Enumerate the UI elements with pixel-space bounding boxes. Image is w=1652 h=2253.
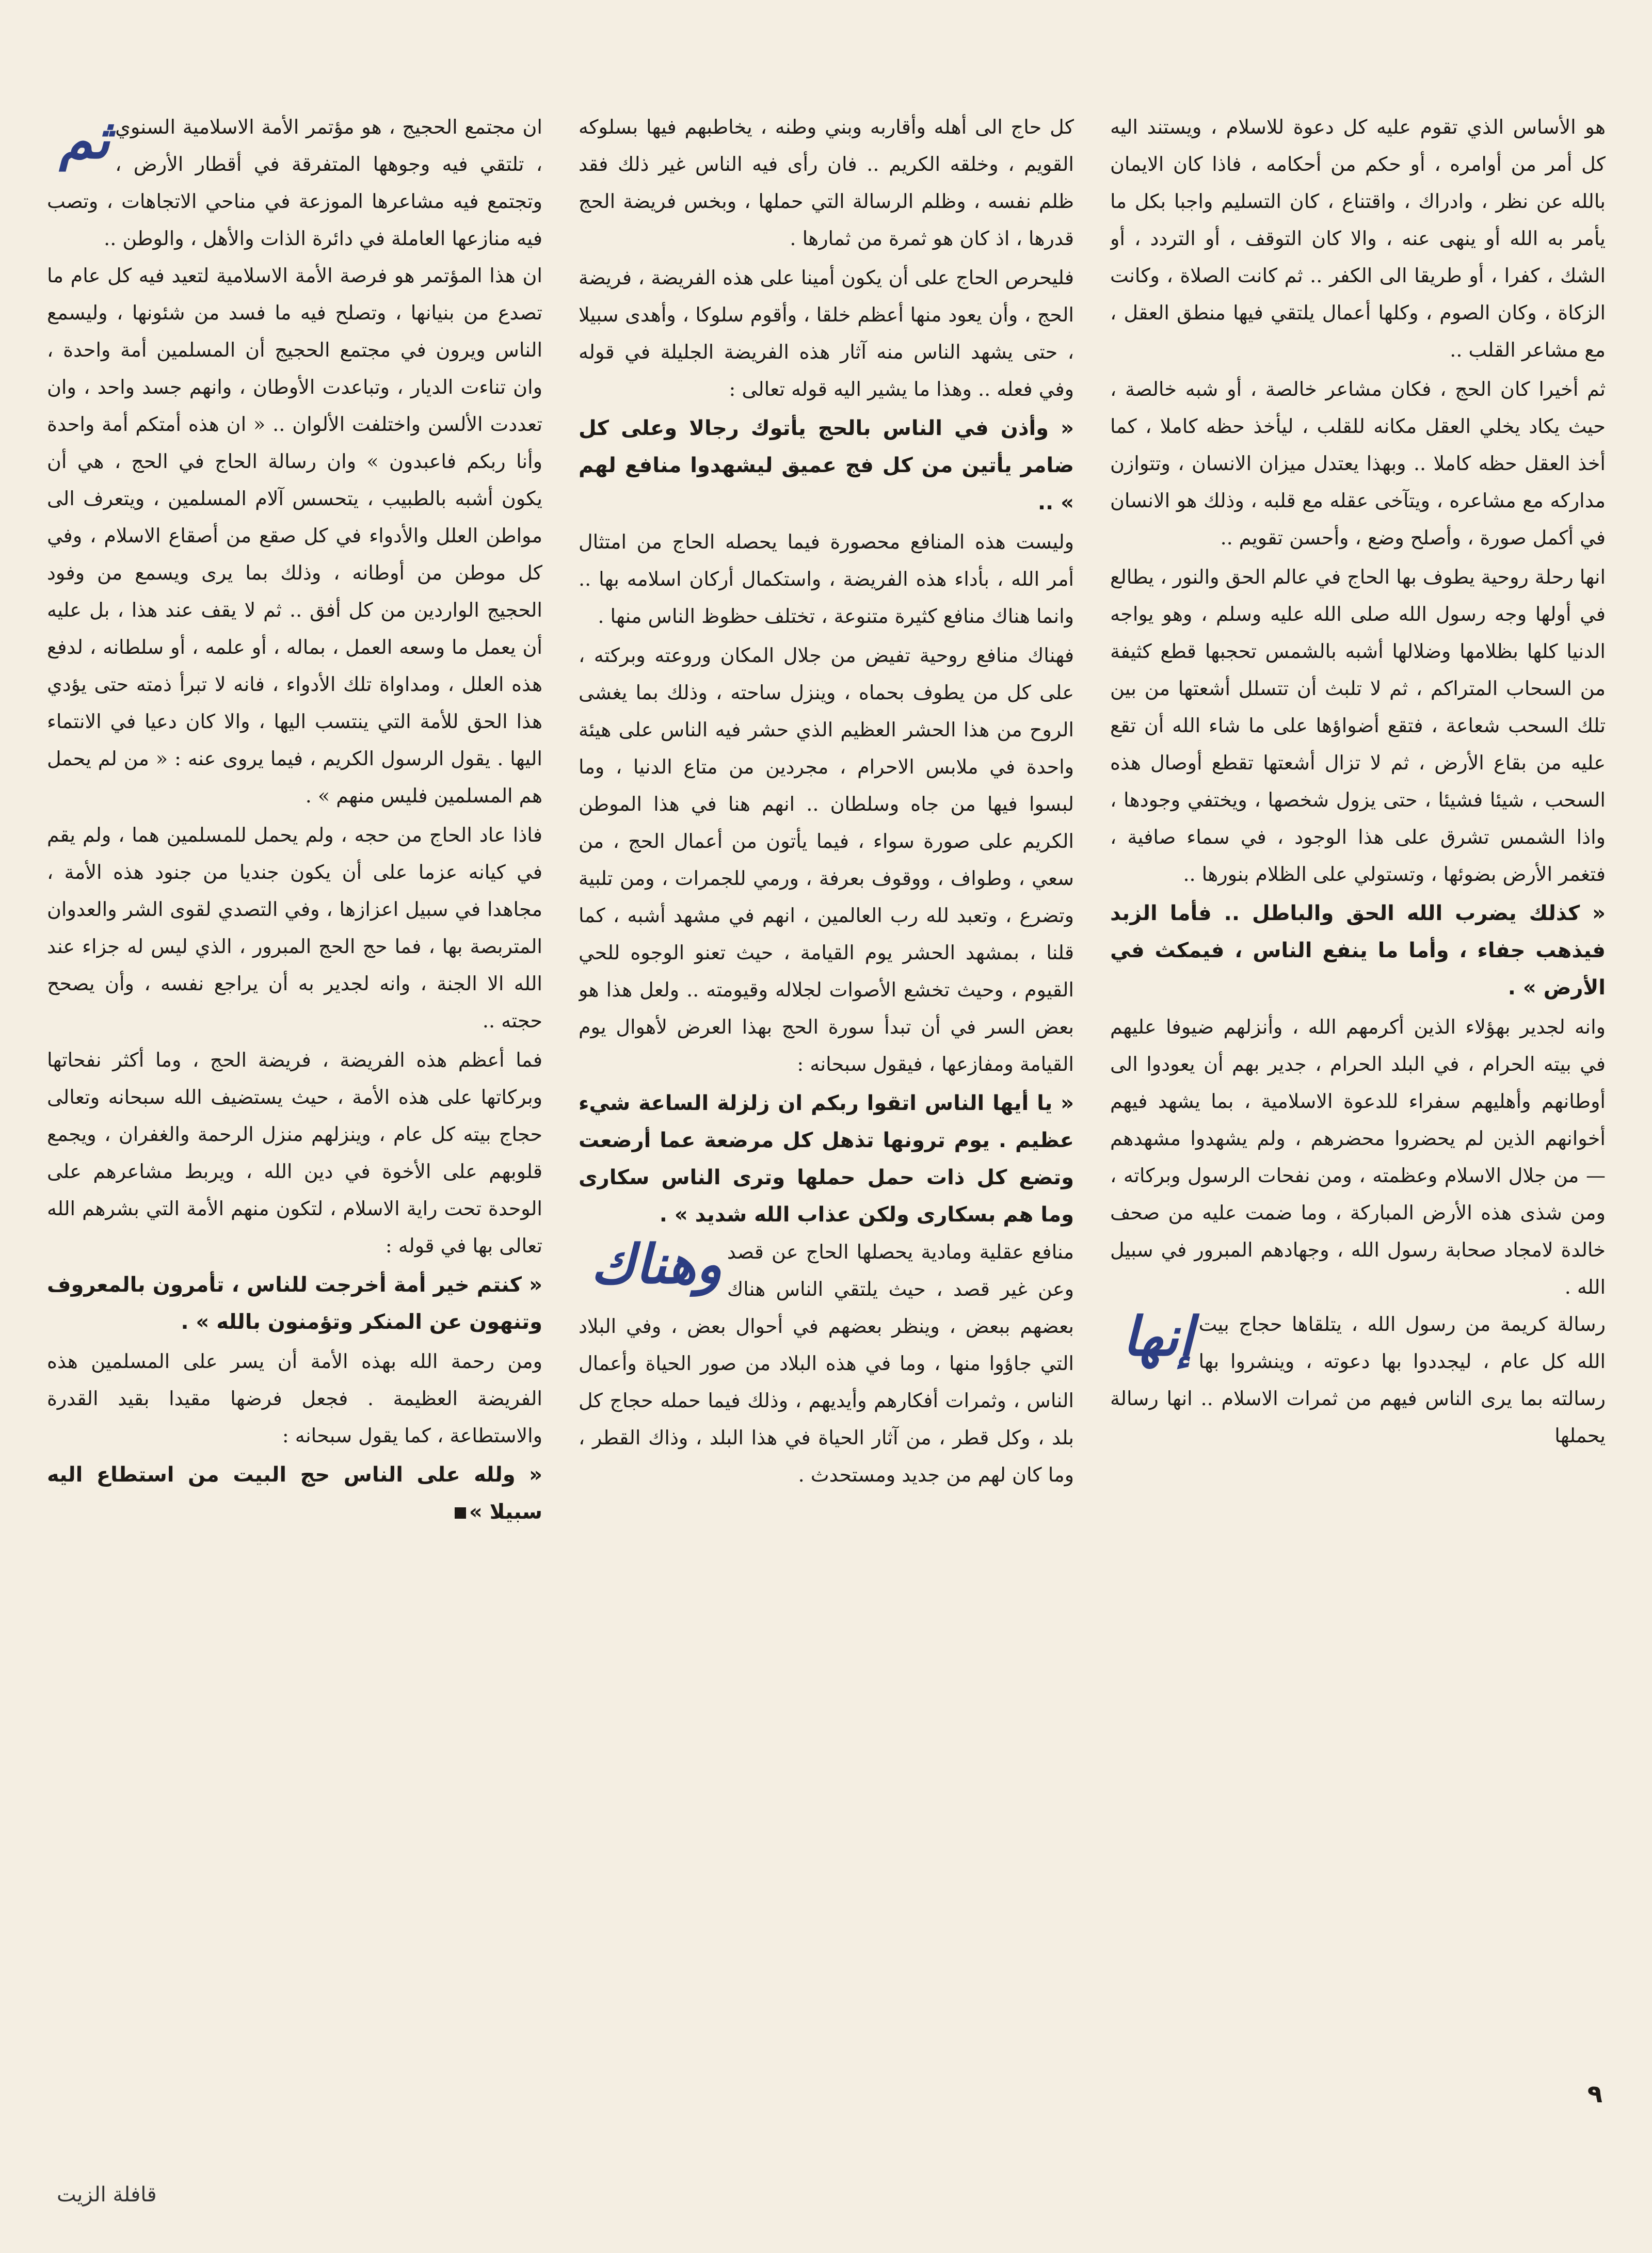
quran-verse: « يا أيها الناس اتقوا ربكم ان زلزلة الساعة شيء عظيم . يوم ترونها تذهل كل مرضعة عما أرضعت وتضع كل ذات حمل حملها وترى الناس سكارى وما هم بسكارى ولكن عذاب الله شديد » .: [579, 1091, 1074, 1227]
quran-verse-final: [47, 1456, 542, 1531]
verse-text: « ولله على الناس حج البيت من استطاع اليه سبيلا »: [47, 1463, 542, 1524]
article-column-left: [47, 108, 542, 2142]
paragraph: انها رحلة روحية يطوف بها الحاج في عالم الحق والنور ، يطالع في أولها وجه رسول الله صلى الله عليه وسلم ، وهو يواجه الدنيا كلها بظلامها وضلالها أشبه بالشمس تحجبها قطع كثيفة من السحاب المتراكم ، ثم لا تلبث أن تتسلل أشعتها من بين تلك السحب شعاعة ، فتقع أضواؤها على ما شاء الله أن تقع عليه من بقاع الأرض ، ثم لا تزال أشعتها تقطع أوصال هذه السحب ، شيئا فشيئا ، حتى يزول شخصها ، ويختفي وجودها ، واذا الشمس تشرق على هذا الوجود ، في سماء صافية ، فتغمر الأرض بضوئها ، وتستولي على الظلام بنورها ..: [1110, 566, 1606, 886]
paragraph: ان هذا المؤتمر هو فرصة الأمة الاسلامية لتعيد فيه كل عام ما تصدع من بنيانها ، وتصلح فيه ما فسد من شئونها ، وليسمع الناس ويرون في مجتمع الحجيج أن المسلمين أمة واحدة ، وان تناءت الديار ، وتباعدت الأوطان ، وانهم جسد واحد ، وان تعددت الألسن واختلفت الألوان .. « ان هذه أمتكم أمة واحدة وأنا ربكم فاعبدون » وان رسالة الحاج في الحج ، هي أن يكون أشبه بالطبيب ، يتحسس آلام المسلمين ، ويتعرف الى مواطن العلل والأدواء في كل صقع من أصقاع الاسلام ، وفي كل موطن من أوطانه ، وذلك بما يرى ويسمع من وفود الحجيج الواردين من كل أفق .. ثم لا يقف عند هذا ، بل عليه أن يعمل ما وسعه العمل ، بماله ، أو علمه ، أو سلطانه ، لدفع هذه العلل ، ومداواة تلك الأدواء ، فانه لا تبرأ ذمته حتى يؤدي هذا الحق للأمة التي ينتسب اليها ، والا كان دعيا في الانتماء اليها . يقول الرسول الكريم ، فيما يروى عنه : « من لم يحمل هم المسلمين فليس منهم » .: [47, 264, 542, 807]
dropcap-word: ثم: [59, 108, 110, 171]
dropcap-paragraph: [579, 1233, 1074, 1493]
article-column-right: [1110, 108, 1606, 2142]
paragraph: ثم أخيرا كان الحج ، فكان مشاعر خالصة ، أو شبه خالصة ، حيث يكاد يخلي العقل مكانه للقلب ، ليأخذ حظه كاملا ، كما أخذ العقل حظه كاملا .. وبهذا يعتدل ميزان الانسان ، وتتوازن مداركه مع مشاعره ، ويتآخى عقله مع قلبه ، وذلك هو الانسان في أكمل صورة ، وأصلح وضع ، وأحسن تقويم ..: [1110, 378, 1606, 549]
paragraph: ان مجتمع الحجيج ، هو مؤتمر الأمة الاسلامية السنوي ، تلتقي فيه وجوهها المتفرقة في أقطار الأرض ، وتجتمع فيه مشاعرها الموزعة في مناحي الاتجاهات ، وتصب فيه منازعها العاملة في دائرة الذات والأهل ، والوطن ..: [47, 116, 542, 250]
paragraph: وليست هذه المنافع محصورة فيما يحصله الحاج من امتثال أمر الله ، بأداء هذه الفريضة ، واستكمال أركان اسلامه بها .. وانما هناك منافع كثيرة متنوعة ، تختلف حظوظ الناس منها .: [579, 530, 1074, 627]
paragraph: فليحرص الحاج على أن يكون أمينا على هذه الفريضة ، فريضة الحج ، وأن يعود منها أعظم خلقا ، وأقوم سلوكا ، وأهدى سبيلا ، حتى يشهد الناس منه آثار هذه الفريضة الجليلة في قوله وفي فعله .. وهذا ما يشير اليه قوله تعالى :: [579, 266, 1074, 400]
paragraph: كل حاج الى أهله وأقاربه وبني وطنه ، يخاطبهم فيها بسلوكه القويم ، وخلقه الكريم .. فان رأى فيه الناس غير ذلك فقد ظلم نفسه ، وظلم الرسالة التي حملها ، وبخس فريضة الحج قدرها ، اذ كان هو ثمرة من ثمارها .: [579, 116, 1074, 250]
paragraph: فهناك منافع روحية تفيض من جلال المكان وروعته وبركته ، على كل من يطوف بحماه ، وينزل ساحته ، وذلك بما يغشى الروح من هذا الحشر العظيم الذي حشر فيه الناس على هيئة واحدة في ملابس الاحرام ، مجردين من متاع الدنيا ، وما لبسوا فيها من جاه وسلطان .. انهم هنا في هذا الموطن الكريم على صورة سواء ، فيما يأتون من أعمال الحج ، من سعي ، وطواف ، ووقوف بعرفة ، ورمي للجمرات ، ومن تلبية وتضرع ، وتعبد لله رب العالمين ، انهم في مشهد أشبه ، كما قلنا ، بمشهد الحشر يوم القيامة ، حيث تعنو الوجوه للحي القيوم ، وحيث تخشع الأصوات لجلاله وقيومته .. ولعل هذا هو بعض السر في أن تبدأ سورة الحج بهذا العرض لأهوال يوم القيامة ومفازعها ، فيقول سبحانه :: [579, 644, 1074, 1075]
quran-verse: « وأذن في الناس بالحج يأتوك رجالا وعلى كل ضامر يأتين من كل فج عميق ليشهدوا منافع لهم » ..: [579, 416, 1074, 514]
dropcap-word: وهناك: [591, 1232, 722, 1296]
paragraph: فاذا عاد الحاج من حجه ، ولم يحمل للمسلمين هما ، ولم يقم في كيانه عزما على أن يكون جنديا من جنود هذه الأمة ، مجاهدا في سبيل اعزازها ، وفي التصدي لقوى الشر والعدوان المتربصة بها ، فما حج الحج المبرور ، الذي ليس له جزاء عند الله الا الجنة ، وانه لجدير به أن يراجع نفسه ، وأن يصحح حجته ..: [47, 824, 542, 1032]
paragraph: ومن رحمة الله بهذه الأمة أن يسر على المسلمين هذه الفريضة العظيمة . فجعل فرضها مقيدا بقيد القدرة والاستطاعة ، كما يقول سبحانه :: [47, 1350, 542, 1447]
article-column-middle: [579, 108, 1074, 2142]
dropcap-paragraph: [47, 108, 542, 257]
magazine-name: قافلة الزيت: [57, 2183, 157, 2207]
paragraph: فما أعظم هذه الفريضة ، فريضة الحج ، وما أكثر نفحاتها وبركاتها على هذه الأمة ، حيث يستضيف الله سبحانه وتعالى حجاج بيته كل عام ، وينزلهم منزل الرحمة والغفران ، ويجمع قلوبهم على الأخوة في دين الله ، ويربط مشاعرهم على الوحدة تحت راية الاسلام ، لتكون منهم الأمة التي بشرهم الله تعالى بها في قوله :: [47, 1049, 542, 1257]
page-number: ٩: [1587, 2080, 1602, 2109]
paragraph: منافع عقلية ومادية يحصلها الحاج عن قصد وعن غير قصد ، حيث يلتقي الناس هناك بعضهم ببعض ، وينظر بعضهم في أحوال بعض ، وفي البلاد التي جاؤوا منها ، وما في هذه البلاد من صور الحياة وأعمال الناس ، وثمرات أفكارهم وأيديهم ، وذلك فيما حمله حجاج كل بلد ، وكل قطر ، من آثار الحياة في هذا البلد ، وذاك القطر ، وما كان لهم من جديد ومستحدث .: [579, 1241, 1074, 1486]
quran-verse: « كذلك يضرب الله الحق والباطل .. فأما الزبد فيذهب جفاء ، وأما ما ينفع الناس ، فيمكث في الأرض » .: [1110, 902, 1606, 1000]
paragraph: رسالة كريمة من رسول الله ، يتلقاها حجاج بيت الله كل عام ، ليجددوا بها دعوته ، وينشروا بها رسالته بما يرى الناس فيهم من ثمرات الاسلام .. انها رسالة يحملها: [1110, 1313, 1606, 1447]
dropcap-paragraph: [1110, 1306, 1606, 1454]
quran-verse: « كنتم خير أمة أخرجت للناس ، تأمرون بالمعروف وتنهون عن المنكر وتؤمنون بالله » .: [47, 1273, 542, 1334]
paragraph: هو الأساس الذي تقوم عليه كل دعوة للاسلام ، ويستند اليه كل أمر من أوامره ، أو حكم من أحكامه ، فاذا كان الايمان بالله عن نظر ، وادراك ، واقتناع ، كان التسليم واجبا بكل ما يأمر به الله أو ينهى عنه ، والا كان التوقف ، أو التردد ، أو الشك ، كفرا ، أو طريقا الى الكفر .. ثم كانت الصلاة ، وكانت الزكاة ، وكان الصوم ، وكلها أعمال يلتقي فيها منطق العقل ، مع مشاعر القلب ..: [1110, 116, 1606, 361]
paragraph: وانه لجدير بهؤلاء الذين أكرمهم الله ، وأنزلهم ضيوفا عليهم في بيته الحرام ، في البلد الحرام ، جدير بهم أن يعودوا الى أوطانهم وأهليهم سفراء للدعوة الاسلامية ، بما يشهد فيهم أخوانهم الذين لم يحضروا محضرهم ، ولم يشهدوا مشهدهم — من جلال الاسلام وعظمته ، ومن نفحات الرسول وبركاته ، ومن شذى هذه الأرض المباركة ، وما ضمت عليه من صحف خالدة لامجاد صحابة رسول الله ، وجهادهم المبرور في سبيل الله .: [1110, 1016, 1606, 1298]
end-of-article-square-icon: [455, 1507, 466, 1519]
dropcap-word: إنها: [1122, 1305, 1194, 1368]
